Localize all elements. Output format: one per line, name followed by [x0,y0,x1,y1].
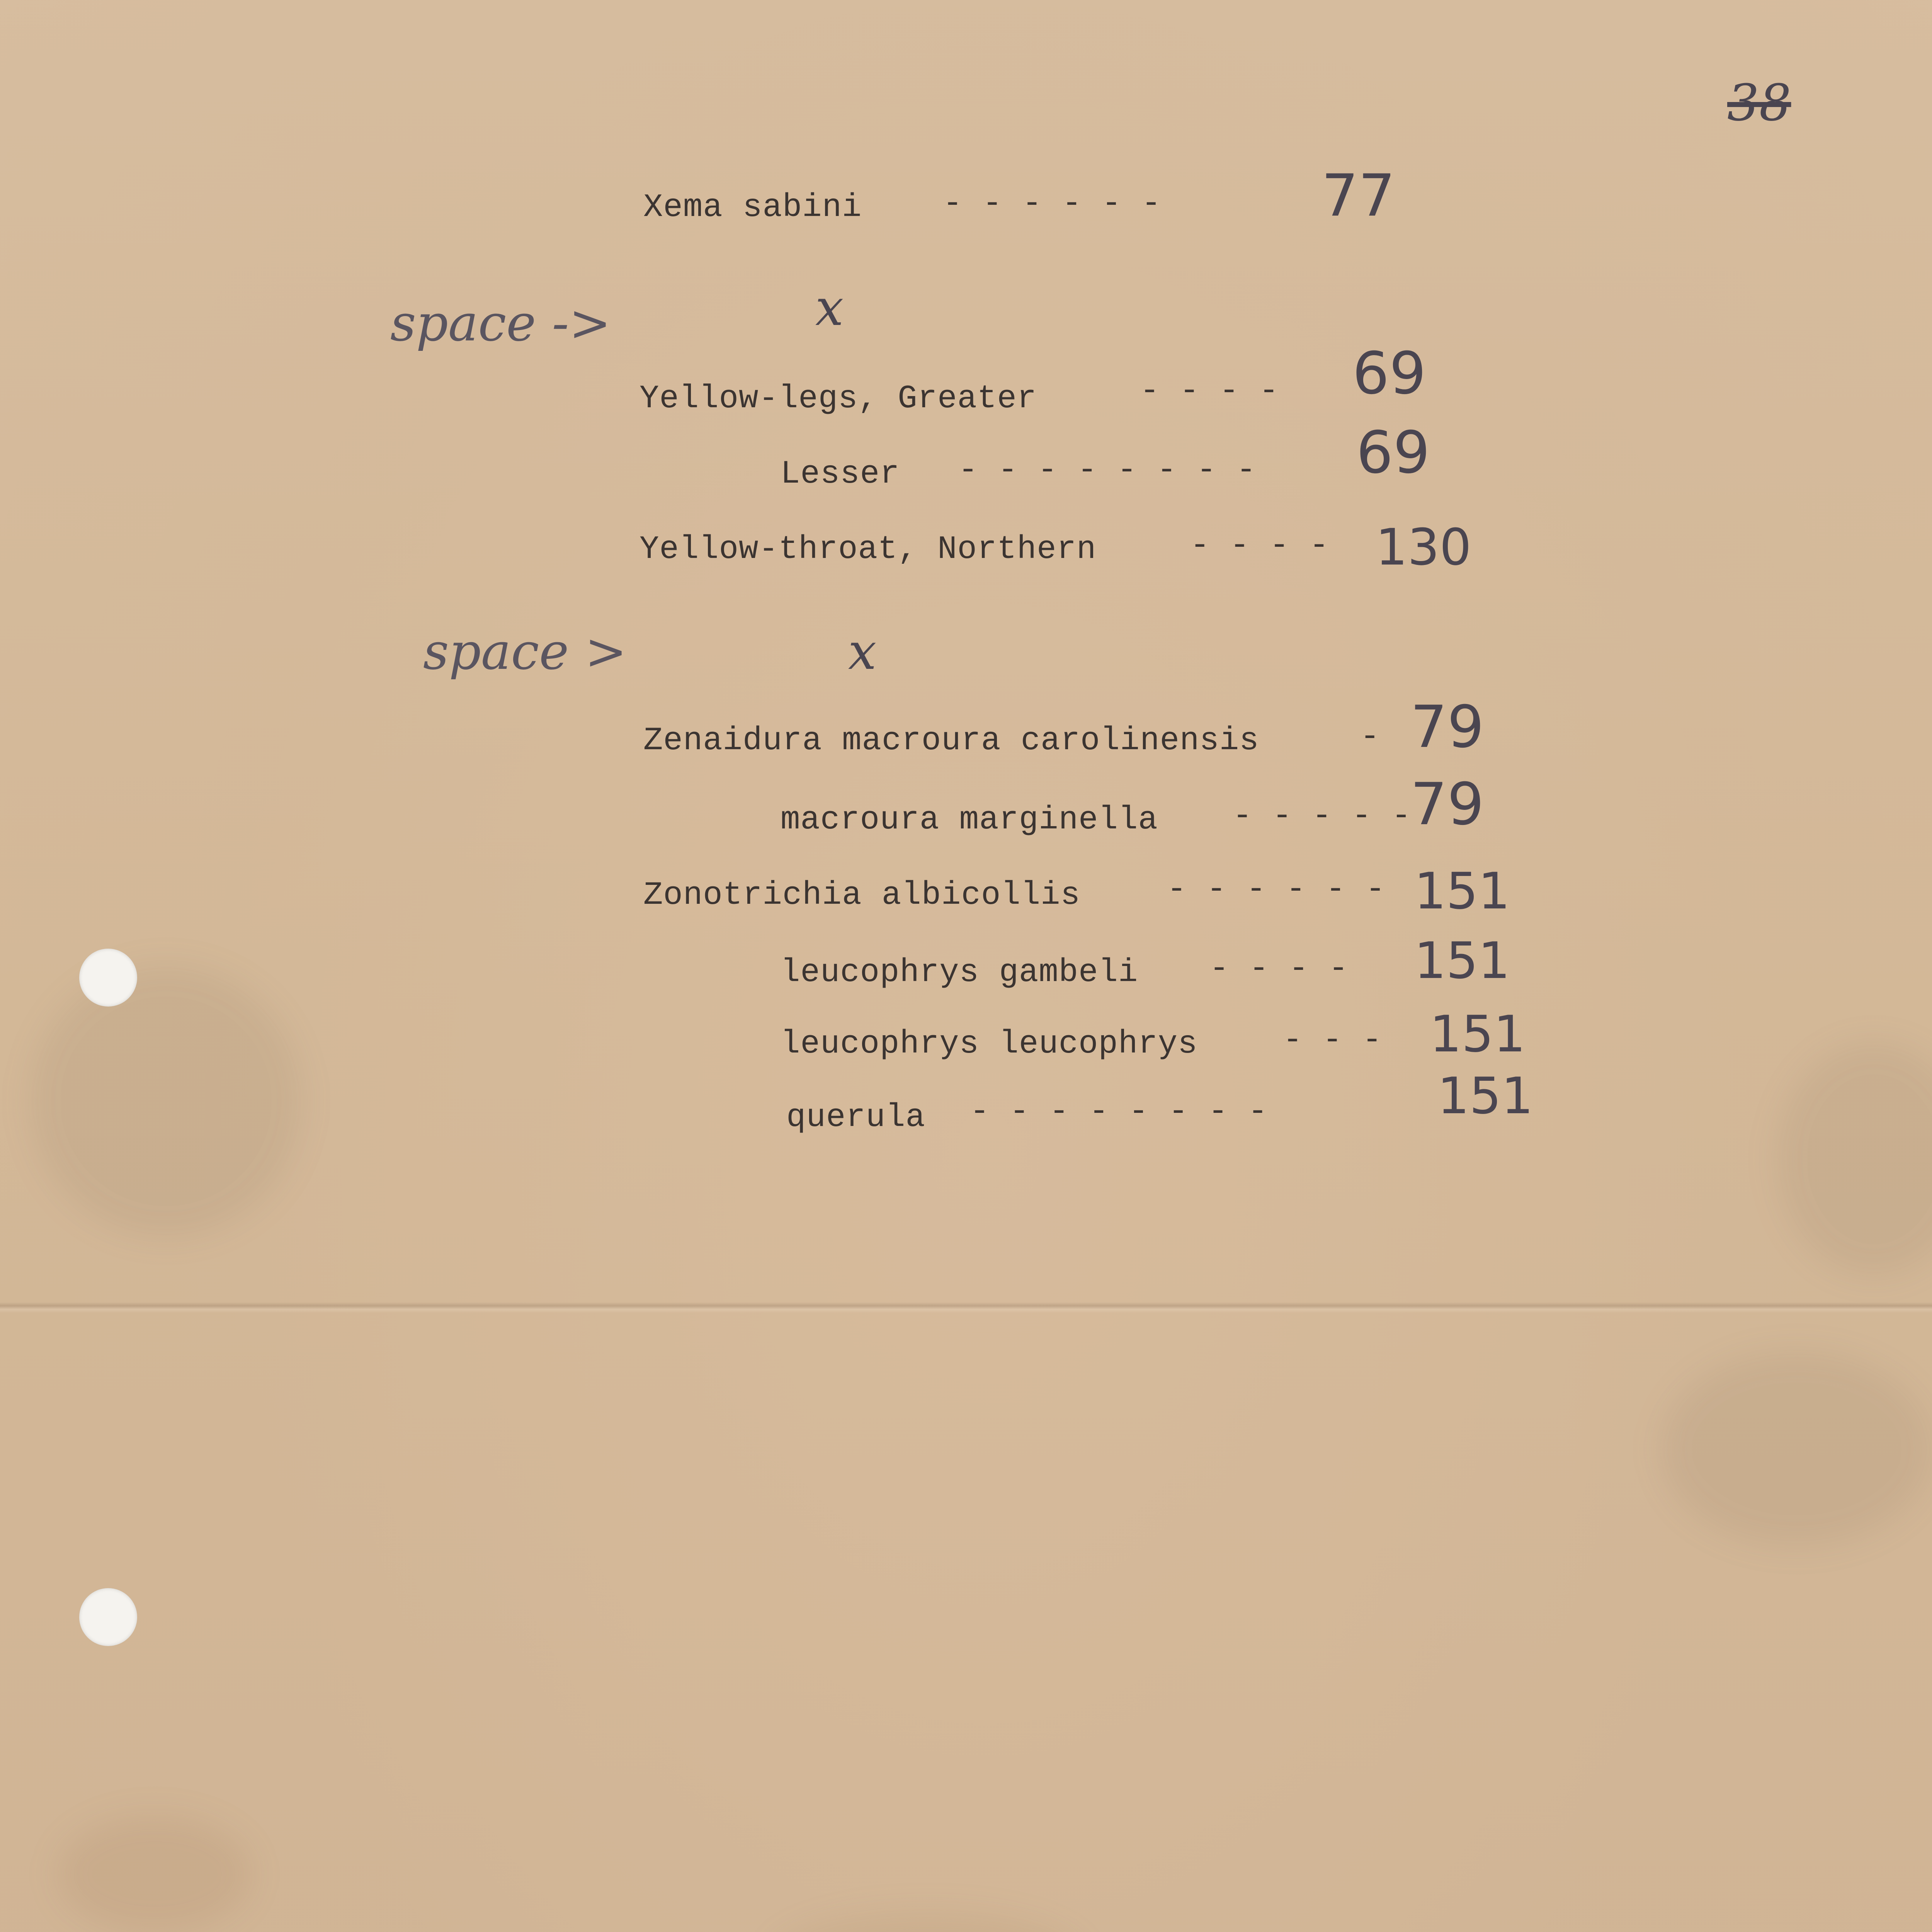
punch-hole-bottom [79,1588,137,1646]
index-entry-page: 77 [1321,162,1395,230]
index-entry-text: Yellow-legs, Greater [639,381,1037,417]
margin-note-space: space > [423,622,627,681]
index-entry-text: querula [786,1099,925,1136]
index-entry-leader: - - - - - - - - [970,1094,1268,1130]
index-entry-page: 151 [1437,1066,1534,1125]
index-entry-leader: - - - - [1140,373,1279,410]
index-entry-page: 130 [1376,518,1472,577]
index-entry-page: 79 [1410,771,1484,838]
index-entry-leader: - - - - [1190,527,1329,564]
index-entry-text: leucophrys gambeli [781,954,1138,991]
index-entry-text: Zonotrichia albicollis [643,877,1080,914]
index-entry-leader: - - - - - - - - [958,452,1257,489]
index-entry-leader: - - - - - - [943,185,1162,222]
stain [31,966,301,1236]
index-entry-text: macroura marginella [781,802,1158,838]
index-entry-text: Zenaidura macroura carolinensis [643,723,1259,759]
index-entry-leader: - - - - [1209,951,1349,987]
index-entry-leader: - - - - - - [1167,871,1386,908]
paper-fold-line [0,1302,1932,1313]
index-entry-leader: - - - [1283,1022,1383,1059]
punch-hole-top [79,949,137,1007]
index-entry-leader: - - - - - [1233,798,1412,835]
index-entry-page: 69 [1352,340,1426,407]
index-entry-page: 69 [1356,419,1430,486]
index-entry-text: Yellow-throat, Northern [639,531,1097,568]
stain [1777,1043,1932,1275]
index-entry-text: Xema sabini [643,189,862,226]
index-entry-page: 151 [1414,931,1510,990]
stain [58,1816,251,1932]
index-entry-text: Lesser [781,456,900,493]
index-entry-text: leucophrys leucophrys [781,1026,1198,1063]
index-entry-leader: - [1360,719,1380,755]
index-entry-page: 151 [1430,1005,1526,1063]
page-number: 38 [1727,73,1791,132]
margin-note-space: space -> [390,294,611,352]
check-mark: x [815,278,844,337]
index-entry-page: 151 [1414,862,1510,920]
index-entry-page: 79 [1410,694,1484,761]
stain [1662,1352,1932,1546]
stain [773,1913,1082,1932]
check-mark: x [848,622,877,681]
